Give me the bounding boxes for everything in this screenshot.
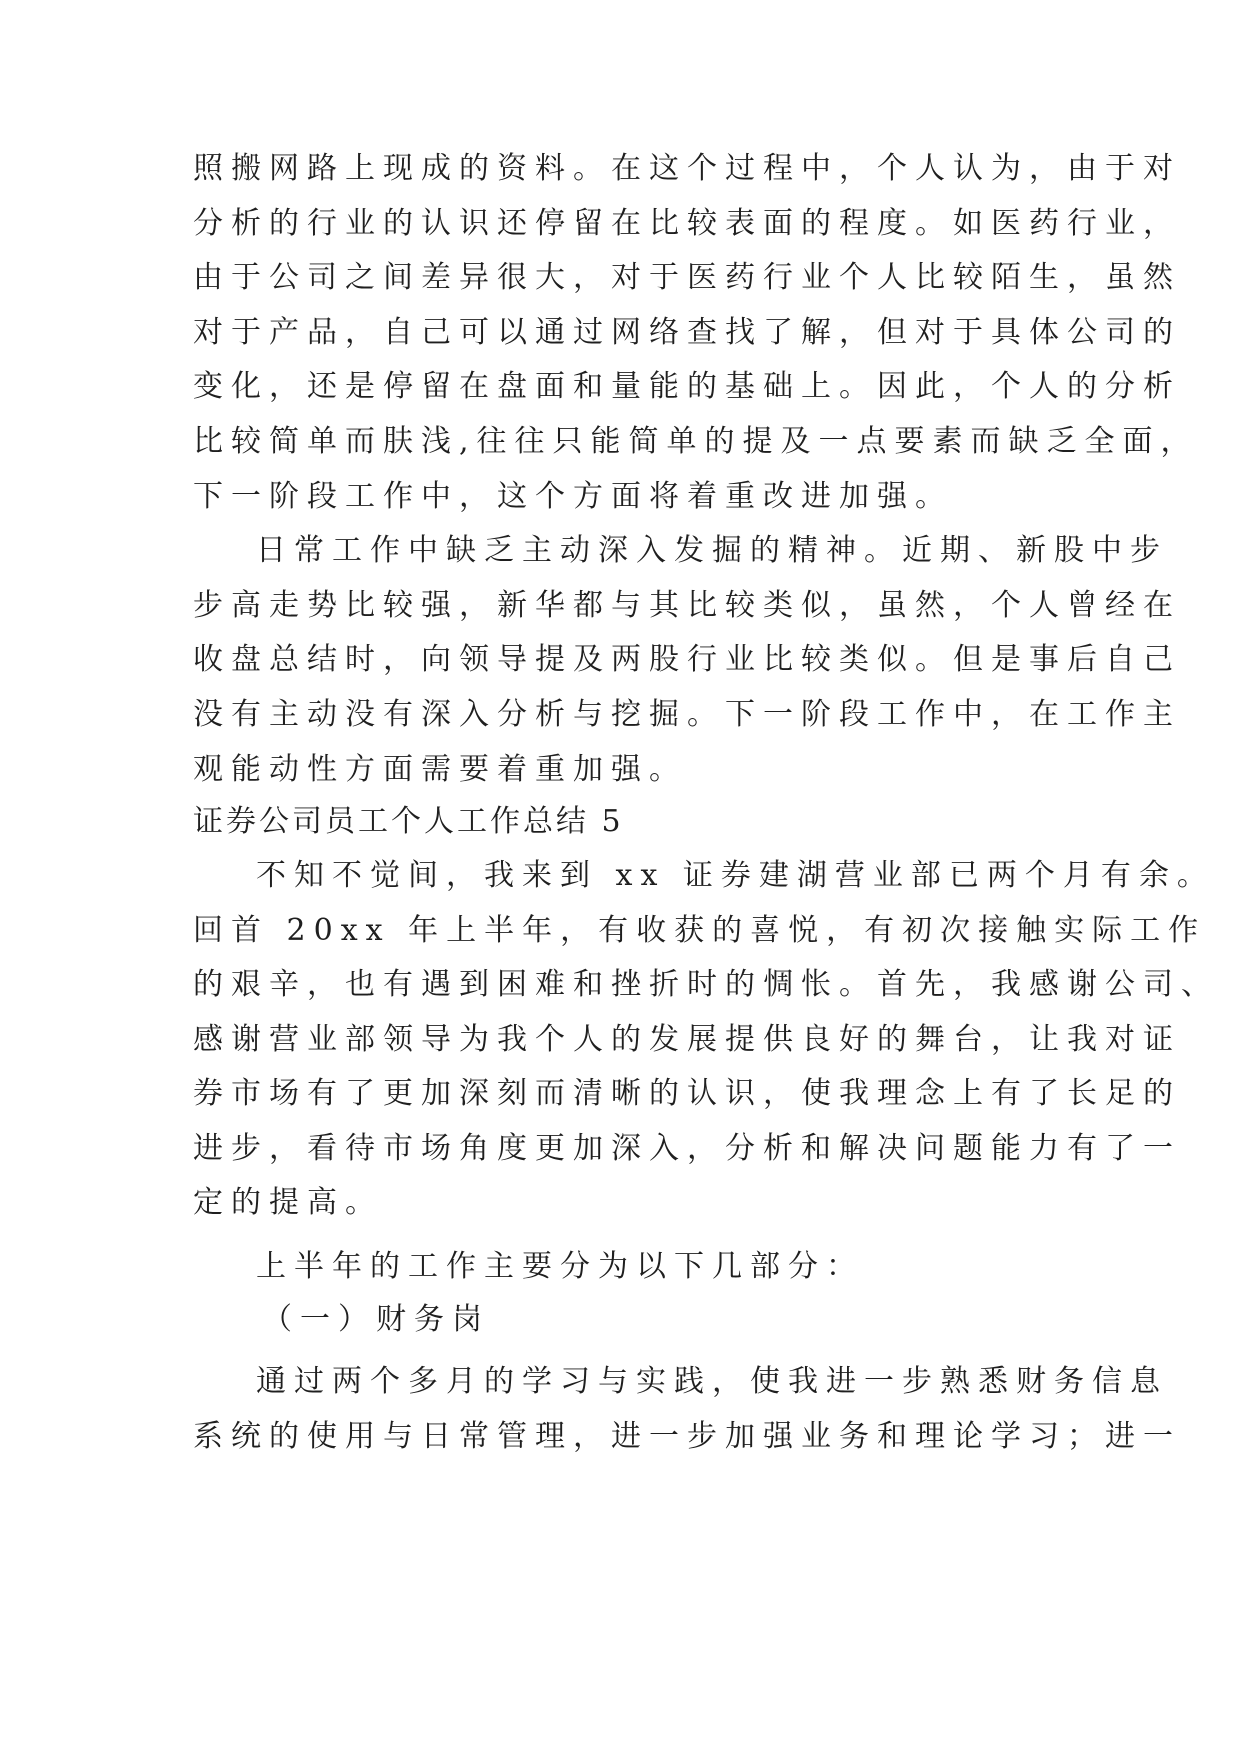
paragraph-line: 步高走势比较强，新华都与其比较类似，虽然，个人曾经在 [193, 588, 1181, 623]
paragraph-line: 照搬网路上现成的资料。在这个过程中，个人认为，由于对 [193, 151, 1181, 186]
paragraph-line: 没有主动没有深入分析与挖掘。下一阶段工作中，在工作主 [193, 697, 1181, 732]
paragraph-line: 感谢营业部领导为我个人的发展提供良好的舞台，让我对证 [193, 1022, 1181, 1057]
paragraph-line: 定的提高。 [193, 1185, 383, 1220]
paragraph-line: 由于公司之间差异很大，对于医药行业个人比较陌生，虽然 [193, 260, 1181, 295]
paragraph-line: 对于产品，自己可以通过网络查找了解，但对于具体公司的 [193, 315, 1181, 350]
paragraph-line: 不知不觉间，我来到 xx 证券建湖营业部已两个月有余。 [256, 858, 1215, 893]
paragraph-line: 进步，看待市场角度更加深入，分析和解决问题能力有了一 [193, 1131, 1181, 1166]
paragraph-line: 日常工作中缺乏主动深入发掘的精神。近期、新股中步 [256, 533, 1168, 568]
paragraph-line: 通过两个多月的学习与实践，使我进一步熟悉财务信息 [256, 1364, 1168, 1399]
paragraph-line: 上半年的工作主要分为以下几部分： [256, 1249, 864, 1284]
paragraph-line: 的艰辛，也有遇到困难和挫折时的惆怅。首先，我感谢公司、 [193, 967, 1219, 1002]
paragraph-line: 变化，还是停留在盘面和量能的基础上。因此，个人的分析 [193, 369, 1181, 404]
paragraph-line: 回首 20xx 年上半年，有收获的喜悦，有初次接触实际工作 [193, 913, 1207, 948]
paragraph-line: 分析的行业的认识还停留在比较表面的程度。如医药行业， [193, 206, 1181, 241]
subsection-heading: （一）财务岗 [262, 1302, 490, 1337]
paragraph-line: 券市场有了更加深刻而清晰的认识，使我理念上有了长足的 [193, 1076, 1181, 1111]
section-heading: 证券公司员工个人工作总结 5 [193, 804, 624, 839]
paragraph-line: 系统的使用与日常管理，进一步加强业务和理论学习；进一 [193, 1419, 1181, 1454]
paragraph-line: 收盘总结时，向领导提及两股行业比较类似。但是事后自己 [193, 642, 1181, 677]
paragraph-line: 下一阶段工作中，这个方面将着重改进加强。 [193, 479, 953, 514]
paragraph-line: 比较简单而肤浅,往往只能简单的提及一点要素而缺乏全面， [193, 424, 1199, 459]
paragraph-line: 观能动性方面需要着重加强。 [193, 752, 687, 787]
